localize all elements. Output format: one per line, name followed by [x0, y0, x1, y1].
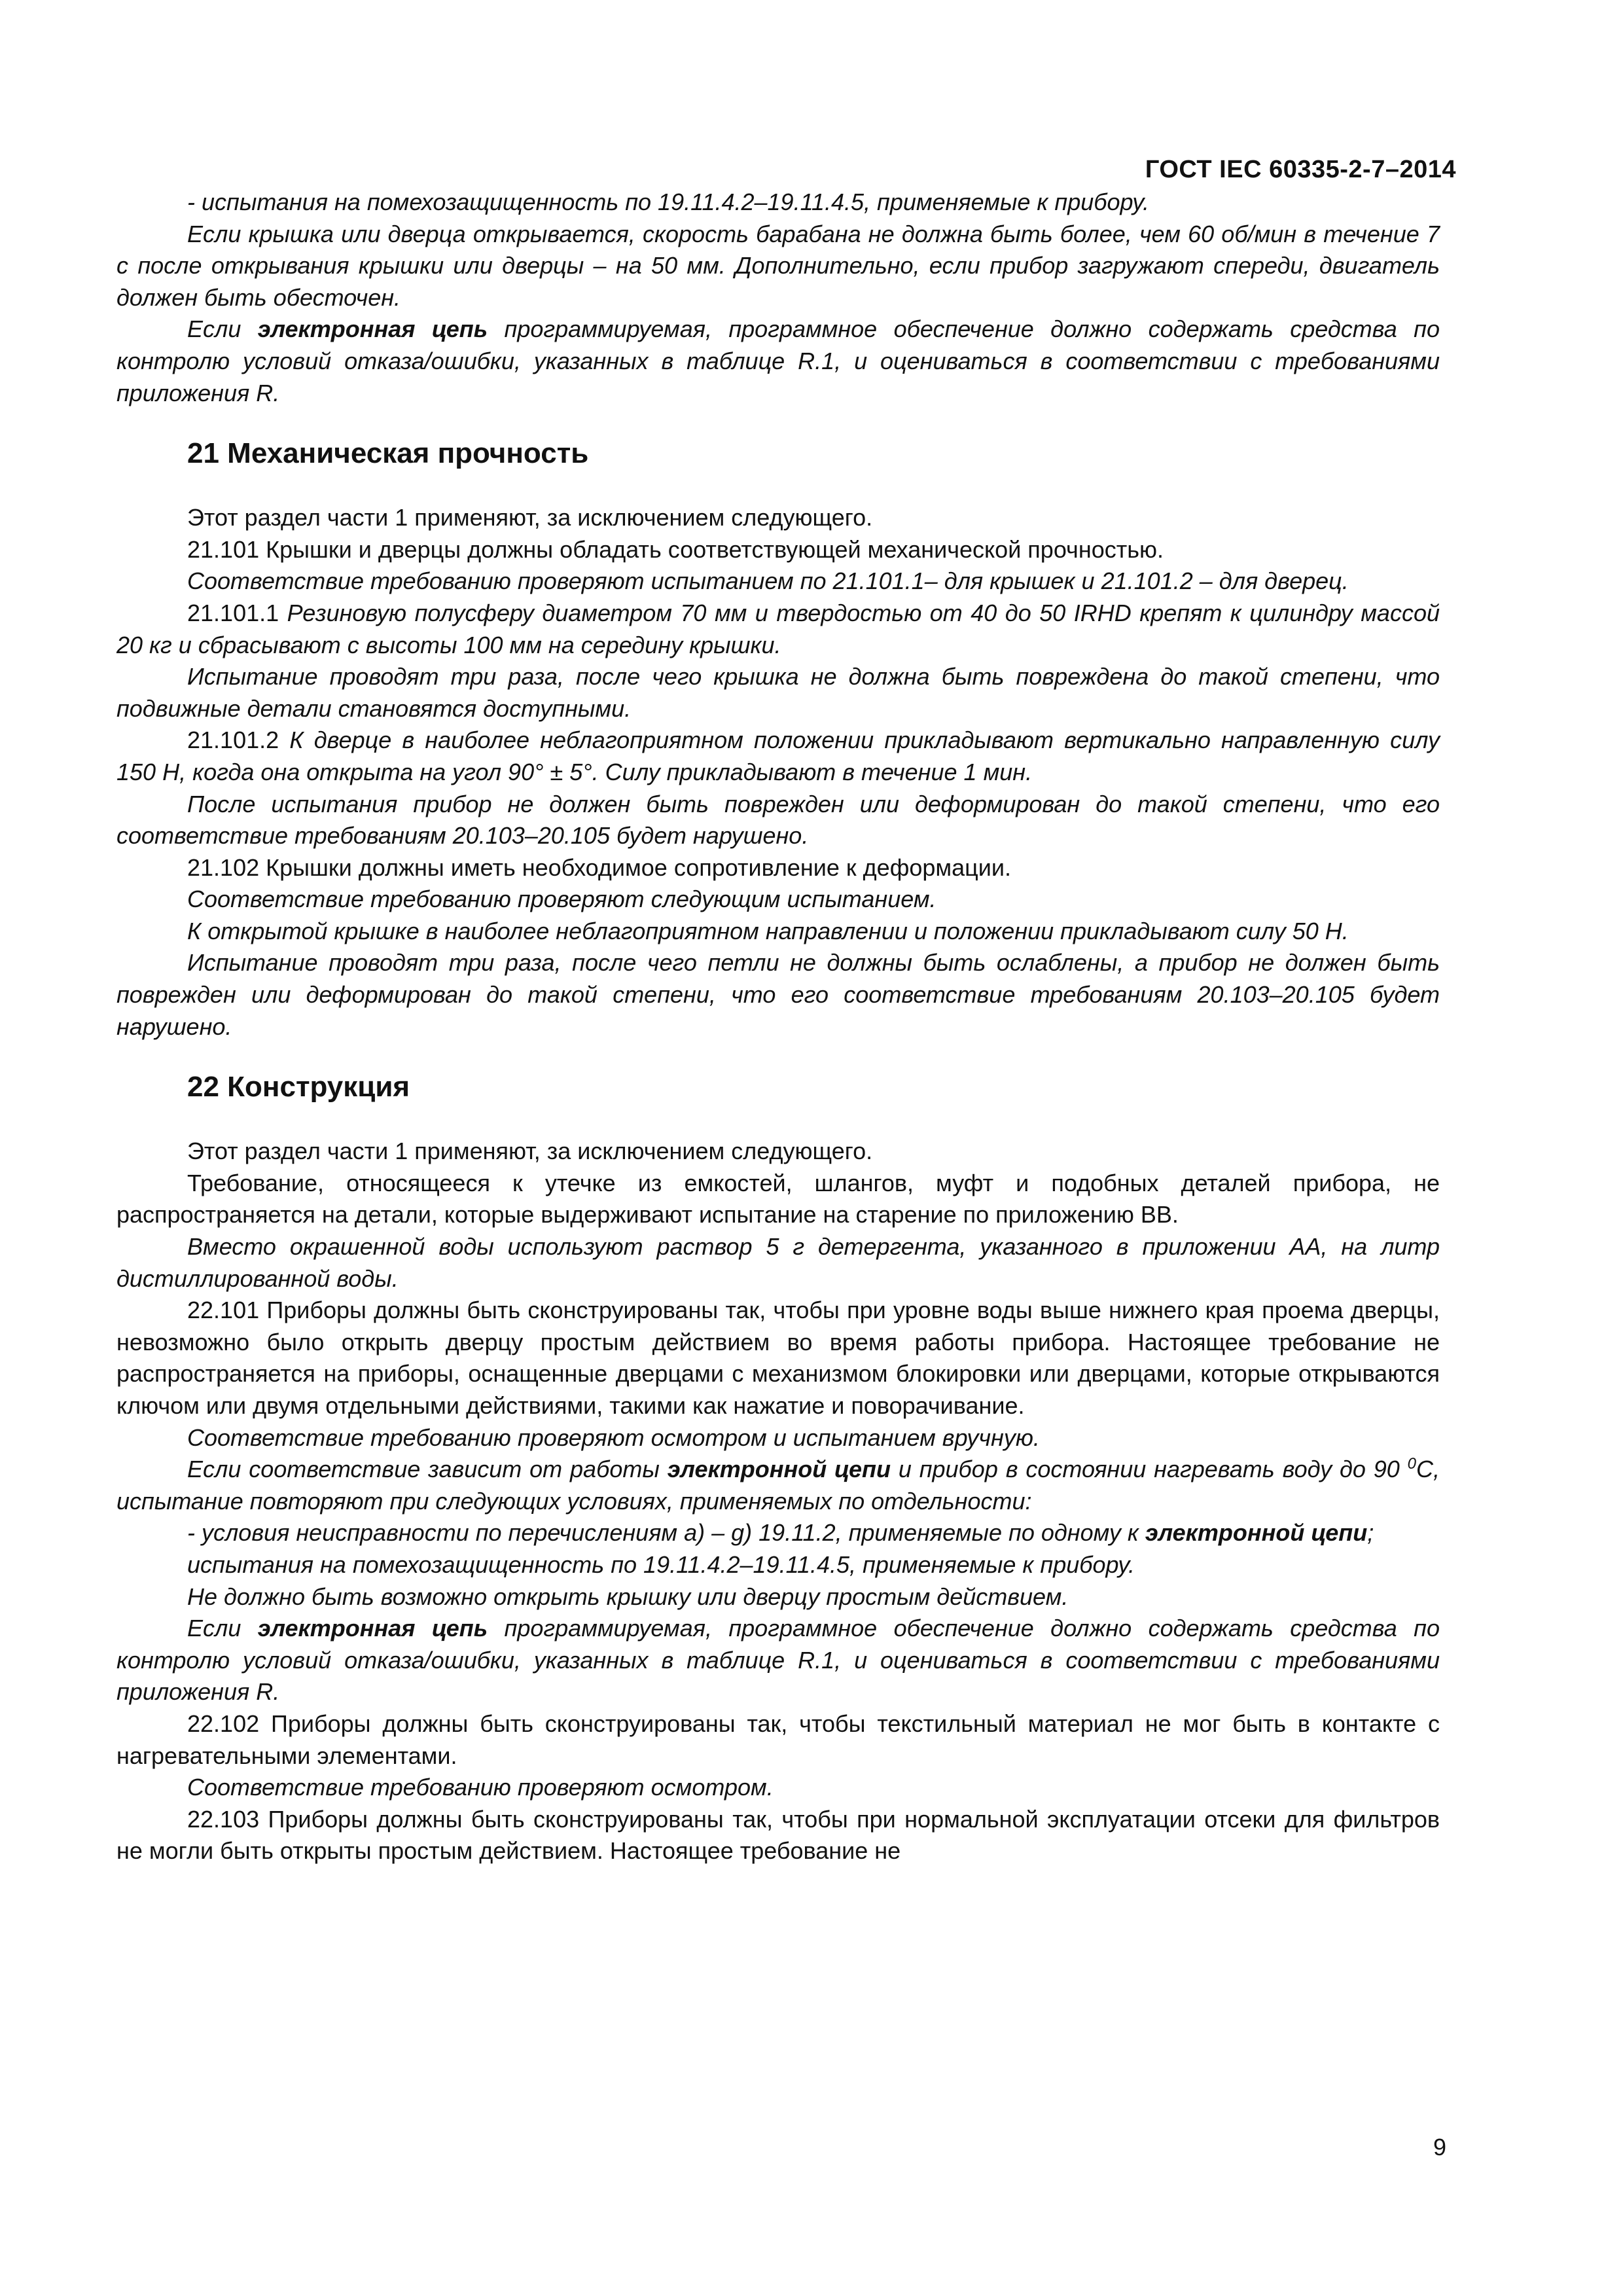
text-run: программируемая, программное обеспечение должно содержать средства по контролю условий отказа/ошибки, указанных в таблице R.1, и оцениваться в соответствии с требованиями приложения R. — [116, 315, 1440, 406]
defined-term: электронная цепь — [257, 315, 488, 343]
paragraph: Соответствие требованию проверяют осмотром. — [187, 1774, 774, 1801]
paragraph — [116, 1517, 1440, 1549]
clause-21-101: 21.101 Крышки и дверцы должны обладать соответствующей механической прочностью. — [187, 535, 1164, 563]
paragraph: Требование, относящееся к утечке из емкостей, шлангов, муфт и подобных деталей прибора, не распространяется на детали, которые выдерживают испытание на старение по приложению ВВ. — [116, 1169, 1440, 1229]
paragraph — [116, 314, 1440, 409]
paragraph: Если крышка или дверца открывается, скорость барабана не должна быть более, чем 60 об/мин в течение 7 с после открывания крышки или дверцы – на 50 мм. Дополнительно, если прибор загружают спереди, двигатель должен быть обесточен. — [116, 220, 1440, 311]
defined-term: электронной цепи — [667, 1456, 891, 1483]
text-run: Если — [187, 315, 258, 343]
paragraph: - испытания на помехозащищенность по 19.11.4.2–19.11.4.5, применяемые к прибору. — [187, 188, 1149, 215]
text-run: Резиновую полусферу диаметром 70 мм и твердостью от 40 до 50 IRHD крепят к цилиндру массой 20 кг и сбрасывают с высоты 100 мм на середину крышки. — [116, 599, 1440, 658]
text-run: и прибор в состоянии нагревать воду до 90 — [890, 1456, 1408, 1483]
section-heading-21: 21 Механическая прочность — [187, 437, 589, 470]
paragraph: Этот раздел части 1 применяют, за исключением следующего. — [187, 1138, 873, 1165]
clause-21-101-1 — [116, 598, 1440, 661]
paragraph — [116, 1613, 1440, 1708]
superscript: 0 — [1407, 1455, 1416, 1473]
text-run: Если — [187, 1615, 258, 1642]
clause-22-103: 22.103 Приборы должны быть сконструированы так, чтобы при нормальной эксплуатации отсеки для фильтров не могли быть открыты простым действием. Настоящее требование не — [116, 1805, 1440, 1865]
text-run: Если соответствие зависит от работы — [187, 1456, 668, 1483]
text-run: ; — [1367, 1519, 1374, 1547]
clause-22-101: 22.101 Приборы должны быть сконструированы так, чтобы при уровне воды выше нижнего края проема дверцы, невозможно было открыть дверцу простым действием во время работы прибора. Настоящее требование не распространяется на приборы, оснащенные дверцами с механизмом блокировки или дверцами, которые открываются ключом или двумя отдельными действиями, такими как нажатие и поворачивание. — [116, 1297, 1440, 1419]
paragraph: Не должно быть возможно открыть крышку или дверцу простым действием. — [187, 1583, 1069, 1610]
paragraph: К открытой крышке в наиболее неблагоприятном направлении и положении прикладывают силу 50 Н. — [187, 917, 1349, 944]
text-run: С, испытание повторяют при следующих условиях, применяемых по отдельности: — [116, 1456, 1440, 1515]
paragraph: Соответствие требованию проверяют испытанием по 21.101.1– для крышек и 21.101.2 – для дверец. — [187, 567, 1349, 595]
paragraph: Вместо окрашенной воды используют раствор 5 г детергента, указанного в приложении АА, на литр дистиллированной воды. — [116, 1233, 1440, 1292]
text-run: К дверце в наиболее неблагоприятном положении прикладывают вертикально направленную силу 150 Н, когда она открыта на угол 90° ± 5°. Силу прикладывают в течение 1 мин. — [116, 726, 1440, 785]
clause-21-102: 21.102 Крышки должны иметь необходимое сопротивление к деформации. — [187, 853, 1011, 881]
paragraph: Испытание проводят три раза, после чего петли не должны быть ослаблены, а прибор не должен быть поврежден или деформирован до такой степени, что его соответствие требованиям 20.103–20.105 будет нарушено. — [116, 949, 1440, 1040]
clause-number: 21.101.2 — [187, 726, 290, 754]
page-number: 9 — [1433, 2134, 1446, 2161]
clause-22-102: 22.102 Приборы должны быть сконструированы так, чтобы текстильный материал не мог быть в контакте с нагревательными элементами. — [116, 1710, 1440, 1769]
defined-term: электронная цепь — [257, 1615, 488, 1642]
paragraph: После испытания прибор не должен быть поврежден или деформирован до такой степени, что его соответствие требованиям 20.103–20.105 будет нарушено. — [116, 790, 1440, 850]
document-code-header: ГОСТ IEC 60335-2-7–2014 — [1145, 156, 1456, 183]
paragraph: Соответствие требованию проверяют следующим испытанием. — [187, 886, 936, 913]
clause-number: 21.101.1 — [187, 599, 287, 626]
clause-21-101-2 — [116, 725, 1440, 788]
defined-term: электронной цепи — [1145, 1519, 1368, 1547]
paragraph: Этот раздел части 1 применяют, за исключением следующего. — [187, 504, 873, 531]
paragraph: Соответствие требованию проверяют осмотром и испытанием вручную. — [187, 1424, 1040, 1451]
text-run: программируемая, программное обеспечение должно содержать средства по контролю условий отказа/ошибки, указанных в таблице R.1, и оцениваться в соответствии с требованиями приложения R. — [116, 1615, 1440, 1706]
text-run: - условия неисправности по перечислениям a) – g) 19.11.2, применяемые по одному к — [187, 1519, 1145, 1547]
paragraph: испытания на помехозащищенность по 19.11.4.2–19.11.4.5, применяемые к прибору. — [187, 1551, 1135, 1578]
paragraph — [116, 1454, 1440, 1517]
paragraph: Испытание проводят три раза, после чего крышка не должна быть повреждена до такой степени, что подвижные детали становятся доступными. — [116, 663, 1440, 722]
page-content — [116, 187, 1440, 1867]
section-heading-22: 22 Конструкция — [187, 1071, 410, 1103]
